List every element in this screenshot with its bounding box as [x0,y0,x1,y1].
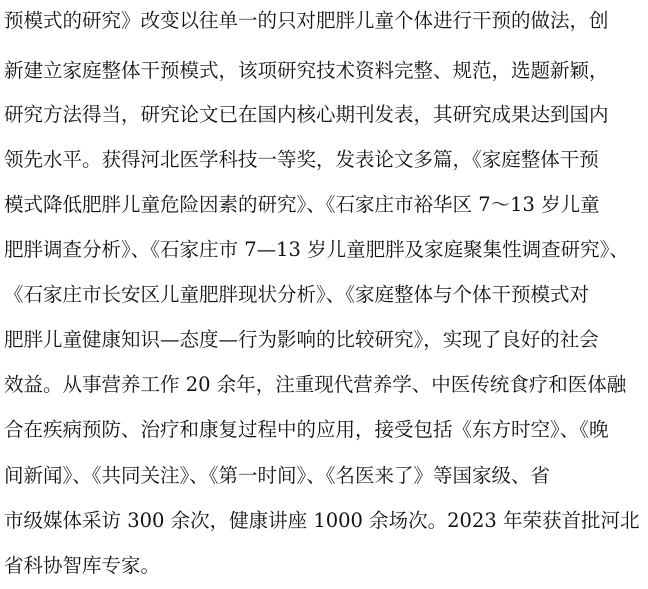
text-line: 间新闻》、《共同关注》、《第一时间》、《名医来了》等国家级、省 [4,464,551,487]
text-line: 模式降低肥胖儿童危险因素的研究》、《石家庄市裕华区 7～13 岁儿童 [4,193,600,216]
text-line: 肥胖调查分析》、《石家庄市 7—13 岁儿童肥胖及家庭聚集性调查研究》、 [4,238,629,261]
text-line: 市级媒体采访 300 余次，健康讲座 1000 余场次。2023 年荣获首批河北 [4,509,640,532]
text-line: 《石家庄市长安区儿童肥胖现状分析》、《家庭整体与个体干预模式对 [4,283,590,306]
text-line: 肥胖儿童健康知识—态度—行为影响的比较研究》，实现了良好的社会 [4,328,599,351]
text-line: 领先水平。获得河北医学科技一等奖，发表论文多篇，《家庭整体干预 [4,148,599,171]
text-line: 合在疾病预防、治疗和康复过程中的应用，接受包括《东方时空》、《晚 [4,418,609,441]
text-line: 效益。从事营养工作 20 余年，注重现代营养学、中医传统食疗和医体融 [4,373,627,396]
text-line: 预模式的研究》改变以往单一的只对肥胖儿童个体进行干预的做法，创 [4,9,609,32]
text-line: 研究方法得当，研究论文已在国内核心期刊发表，其研究成果达到国内 [4,103,609,126]
text-line: 省科协智库专家。 [4,554,161,577]
text-line: 新建立家庭整体干预模式，该项研究技术资料完整、规范，选题新颖， [4,59,609,82]
